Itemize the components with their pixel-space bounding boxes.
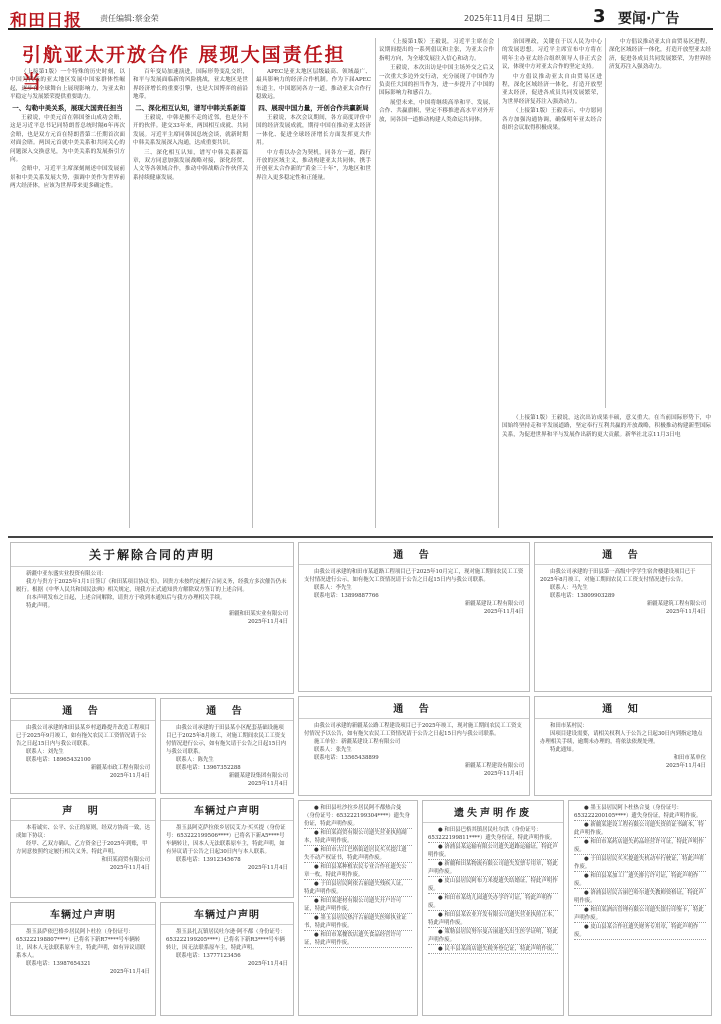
- column-divider: [605, 38, 606, 408]
- notice-body: 由我公司承建的新疆某公路工程建设项目已于2025年竣工，现对施工期间农民工工资支付情况予以公告，如有拖欠农民工工资情况请于公告之日起15日内与我公司联系。 施工单位：新疆某建设工程有限公司 联系人：张先生 联系电话：13565438899 新疆某工程建设有限公司 2025年11月4日: [304, 723, 524, 777]
- article-column-1: [10, 68, 125, 528]
- notice-title: 通 告: [535, 543, 711, 565]
- notice-body: [423, 826, 563, 954]
- list-item: ● 和田县某农业开发有限公司遗失营业执照正本，特此声明作废。: [428, 912, 558, 926]
- subheading: 二、深化相互认知，谱写中韩关系新篇: [135, 103, 246, 112]
- lost-declarations-left: [298, 800, 418, 1016]
- section-title: 要闻·广告: [618, 11, 680, 27]
- notice-title: 通 知: [535, 697, 711, 719]
- article-column-3: [256, 68, 371, 528]
- issue-date: 2025年11月4日 星期二: [464, 14, 551, 23]
- editor-credit: 责任编辑:蔡金荣: [100, 14, 159, 23]
- notice-body: [299, 801, 417, 948]
- article-column-6: [609, 38, 711, 408]
- page-number: 3: [593, 6, 606, 27]
- paragraph: 展望未来，中国将继续高举和平、发展、合作、共赢旗帜，坚定不移推进高水平对外开放，同各国一道推动构建人类命运共同体。: [379, 99, 494, 123]
- list-item: ● 和田市某药店遗失药品经营许可证，特此声明作废。: [574, 838, 706, 855]
- column-divider: [252, 68, 253, 528]
- list-item: ● 民丰县某商店遗失税务登记证，特此声明作废。: [428, 945, 558, 954]
- list-item: ● 策勒县居民努尔曼古丽遗失出生医学证明，特此声明作废。: [428, 929, 558, 943]
- lost-declarations-mid: [422, 800, 564, 1016]
- article-column-bottom: [502, 414, 711, 528]
- paragraph: 百年变局加速演进，国际形势变乱交织，和平与发展面临新的风险挑战，亚太地区是世界经济增长的重要引擎，也是大国博弈的前沿地带。: [133, 69, 248, 101]
- notice-body: 由我公司承建的和田县某乡村道路提升改造工程项目已于2025年9月竣工，如有拖欠农民工工资情况请于公告之日起15日内与我公司联系。 联系人：刘先生 联系电话：18965432100 新疆某市政工程有限公司 2025年11月4日: [16, 725, 150, 779]
- paragraph: 王毅说，中美元首在韩国釜山成功会晤，这是习近平总书记同特朗普总统时隔6年再次会晤，也是双方元首在特朗普第二任期首次面对面会晤。两国元首就中美关系和共同关心的问题深入交换意见，为中美关系的发展指引方向。: [10, 115, 125, 164]
- notice-body: [569, 801, 711, 940]
- statement-box: [10, 798, 156, 898]
- notice-title: 通 告: [161, 699, 293, 721]
- paragraph: 三、深化相互认知，谱写中韩关系新篇章，双方同意加强发展战略对接，深化经贸、人文等各领域合作，推动中韩战略合作伙伴关系持续健康发展。: [133, 149, 248, 181]
- list-item: ● 和田市某餐饮店遗失食品经营许可证，特此声明作废。: [304, 931, 412, 948]
- paragraph: （上接第1版）王毅说，这次出访成果丰硕，意义重大。在当前国际形势下，中国始终坚持走和平发展道路，坚定奉行互利共赢的开放战略，积极推动构建新型国际关系，为促进世界和平与发展作出新的更大贡献。新华社北京11月3日电: [502, 415, 711, 438]
- notice-body: 由我公司承建的于田县第一高级中学学生宿舍楼建设项目已于2025年8月竣工，对施工期间农民工工资支付情况进行公告。 联系人：马先生 联系电话：13809903289 新疆某建筑工程有限公司 2025年11月4日: [540, 569, 706, 615]
- list-item: ● 皮山县某合作社遗失财务专用章，特此声明作废。: [574, 923, 706, 940]
- list-item: ● 于田县居民买买提遗失机动车行驶证，特此声明作废。: [574, 855, 706, 872]
- notice-title: 车辆过户声明: [11, 903, 155, 925]
- list-item: ● 新疆某建设工程有限公司遗失资质证书副本，特此声明作废。: [574, 821, 706, 838]
- notice-title: 车辆过户声明: [161, 799, 293, 821]
- column-divider: [375, 38, 376, 528]
- notice-left-low: [10, 698, 156, 794]
- paragraph: 治国理政，关键在于以人民为中心的发展思想。习近平主席宣布中方将在明年主办亚太经合组织领导人非正式会议，体现中方对亚太合作的坚定支持。: [502, 39, 602, 71]
- newspaper-logo: 和田日报: [10, 11, 82, 31]
- article-column-5: [502, 38, 602, 408]
- notice-title: 关于解除合同的声明: [11, 543, 293, 567]
- notice-title: 通 告: [299, 697, 529, 719]
- notice-mid-low: [160, 698, 294, 794]
- vehicle-transfer-3: [10, 902, 156, 1016]
- list-item: ● 和田县吐沙拉乡居民阿不都热合曼（身份证号：653222199304****）遗失身份证，特此声明作废。: [304, 804, 412, 829]
- list-item: ● 墨玉县居民热汗古丽遗失医师执业证书，特此声明作废。: [304, 914, 412, 931]
- list-item: ● 和田某建材有限公司遗失开户许可证，特此声明作废。: [304, 897, 412, 914]
- paragraph: 中方将以办会为契机，同各方一道，践行开放的区域主义，推动构建亚太共同体，携手开创亚太合作新的“黄金三十年”，为地区和世界注入更多稳定性和正能量。: [256, 149, 371, 181]
- list-item: ● 和田市古江巴格街道居民买买提江遗失不动产权证书，特此声明作废。: [304, 846, 412, 863]
- notice-body: 和田市某村民： 因项目建设需要，请相关权利人于公告之日起30日内到指定地点办理相关手续，逾期未办理的，将依法依规处理。 特此通知。 和田市某单位 2025年11月4日: [540, 723, 706, 769]
- column-divider: [498, 38, 499, 528]
- list-item: ● 和田县巴格其镇居民吐尔洪（身份证号：653222199811****）遗失身份证，特此声明作废。: [428, 826, 558, 843]
- notice-body: 墨玉县扎瓦镇居民吐尔逊·阿不都（身份证号：653222199205****）已将名下新R3****号车辆转让，因无法联系原车主，特此声明。 联系电话：13777123456 2025年11月4日: [166, 929, 288, 967]
- announcement-box: [534, 696, 712, 796]
- list-item: ● 洛浦县居民古丽巴哈尔遗失教师资格证，特此声明作废。: [574, 889, 706, 906]
- notice-title: 车辆过户声明: [161, 903, 293, 925]
- list-item: ● 和田县某种植农民专业合作社遗失公章一枚，特此声明作废。: [304, 863, 412, 880]
- paragraph: 王毅说，中韩是搬不走的近邻，也是分不开的伙伴。建交33年来，两国相互成就、共同发展。习近平主席同韩国总统会谈，就新时期中韩关系发展深入沟通，达成重要共识。: [133, 115, 248, 147]
- notice-body: 墨玉县阿克萨拉依乡居民艾力·买买提（身份证号：653222199506****）已将名下新A5****号车辆转让，因本人无法联系原车主，特此声明，如有异议请于公告之日起30日内与本人联系。 联系电话：13912345678 2025年11月4日: [166, 825, 288, 871]
- notice-body: 墨玉县萨依巴格乡居民阿卜杜拉（身份证号：653222198807****）已将名下新R7****号车辆转让，因本人无法联系原车主，特此声明，如有异议请联系本人。 联系电话：13987654321 2025年11月4日: [16, 929, 150, 975]
- article-column-4: [379, 38, 494, 528]
- notice-body: 由我公司承建的于田县某小区配套基础设施项目已于2025年8月竣工，对施工期间农民工工资支付情况进行公示，如有拖欠请于公告之日起15日内与我公司联系。 联系人：陈先生 联系电话：13967352288 新疆某建设集团有限公司 2025年11月4日: [166, 725, 288, 787]
- article-column-2: [133, 68, 248, 528]
- list-item: ● 和田县某加工厂遗失排污许可证，特此声明作废。: [574, 872, 706, 889]
- paragraph: （上接第1版）王毅说，习近平主席在会议期间提出的一系列倡议和主张，为亚太合作指明方向，为全球发展注入信心和动力。: [379, 39, 494, 62]
- lost-declarations-right: [568, 800, 712, 1016]
- section-divider: [8, 536, 713, 538]
- subheading: 四、展现中国力量，开创合作共赢新局: [258, 103, 369, 112]
- masthead: [8, 4, 713, 30]
- notice-title: 声 明: [11, 799, 155, 821]
- list-item: ● 新疆和田某物流有限公司遗失发票专用章，特此声明作废。: [428, 861, 558, 875]
- paragraph: 王毅说，本次出访是中国主场外交之后又一次重大多边外交行动，充分展现了中国作为负责任大国的担当作为，进一步提升了中国的国际影响力和感召力。: [379, 65, 494, 97]
- list-item: ● 于田县居民阿依古丽遗失残疾人证，特此声明作废。: [304, 880, 412, 897]
- notice-mid-top: [298, 542, 530, 692]
- paragraph: （上接第1版）一个特殊的历史时刻，以中国为代表的亚太地区发展中国家群体性崛起，逐步在全球舞台上展现影响力，为亚太和平稳定与发展繁荣提供重要助力。: [10, 69, 125, 101]
- paragraph: 王毅说，本次会议期间，各方高度评价中国的经济发展成就，期待中国在推动亚太经济一体化、促进全球经济增长方面发挥更大作用。: [256, 115, 371, 147]
- paragraph: 中方倡议推动亚太自由贸易区进程，深化区域经济一体化，打造开放型亚太经济，促进各成员共同发展繁荣，为世界经济复苏注入强劲动力。: [609, 39, 711, 71]
- notice-mid: [298, 696, 530, 796]
- notice-right-top: [534, 542, 712, 692]
- paragraph: （上接第1版）王毅表示，中方愿同各方加强沟通协调，确保明年亚太经合组织会议取得积极成果。: [502, 108, 602, 132]
- notice-body: 新疆中亚东盛实业投资有限公司： 我方与贵方于2025年1月1日签订《和田某项目协议书》，因贵方未按约定履行合同义务，经我方多次催告仍未履行。根据《中华人民共和国民法典》相关规定，现我方正式通知贵方解除双方签订的上述合同。 自本声明发布之日起，上述合同解除，请贵方于收到本通知后与我方办理相关手续。 特此声明。 新疆和田某实业有限公司 2025年11月4日: [16, 571, 288, 625]
- paragraph: APEC是亚太地区层级最高、领域最广、最具影响力的经济合作机制。作为下届APEC东道主，中国愿同各方一道，推动亚太合作行稳致远。: [256, 69, 371, 101]
- list-item: ● 和田某商贸有限公司遗失营业执照副本，特此声明作废。: [304, 829, 412, 846]
- termination-notice: [10, 542, 294, 694]
- list-item: ● 和田市某幼儿园遗失办学许可证，特此声明作废。: [428, 894, 558, 911]
- subheading: 一、勾勒中美关系，展现大国责任担当: [12, 103, 123, 112]
- article-headline: 引航亚太开放合作 展现大国责任担当: [22, 44, 346, 93]
- list-item: ● 和田某酒店管理有限公司遗失银行印鉴卡，特此声明作废。: [574, 906, 706, 923]
- notice-title: 通 告: [11, 699, 155, 721]
- column-divider: [129, 68, 130, 528]
- list-item: ● 墨玉县居民阿卜杜热合曼（身份证号：653222200105****）遗失身份证，特此声明作废。: [574, 804, 706, 821]
- list-item: ● 洛浦县某运输有限公司遗失道路运输证，特此声明作废。: [428, 844, 558, 858]
- notice-title: 遗失声明作废: [423, 801, 563, 823]
- list-item: ● 皮山县居民阿布力米提遗失结婚证，特此声明作废。: [428, 878, 558, 892]
- vehicle-transfer-4: [160, 902, 294, 1016]
- paragraph: 会晤中，习近平主席深刻阐述中国发展前景和中美关系发展大势，强调中美作为世界前两大经济体，应该为世界带来更多确定性。: [10, 166, 125, 190]
- notice-body: 本着诚实、公平、公正的原则，经双方协商一致，达成如下协议： 经甲、乙双方确认，乙方资金已于2025年到账，甲方同意按照约定履行相关义务，特此声明。 和田某商贸有限公司 2025年11月4日: [16, 825, 150, 871]
- notice-body: 由我公司承建的和田市某道路工程项目已于2025年10月完工，现对施工期间农民工工资支付情况进行公示，如有拖欠工资情况请于公告之日起15日内与我公司联系。 联系人：李先生 联系电话：13899887766 新疆某建设工程有限公司 2025年11月4日: [304, 569, 524, 615]
- paragraph: 中方倡议推动亚太自由贸易区进程，深化区域经济一体化，打造开放型亚太经济，促进各成员共同发展繁荣，为世界经济复苏注入强劲动力。: [502, 73, 602, 105]
- notice-title: 通 告: [299, 543, 529, 565]
- vehicle-transfer-1: [160, 798, 294, 898]
